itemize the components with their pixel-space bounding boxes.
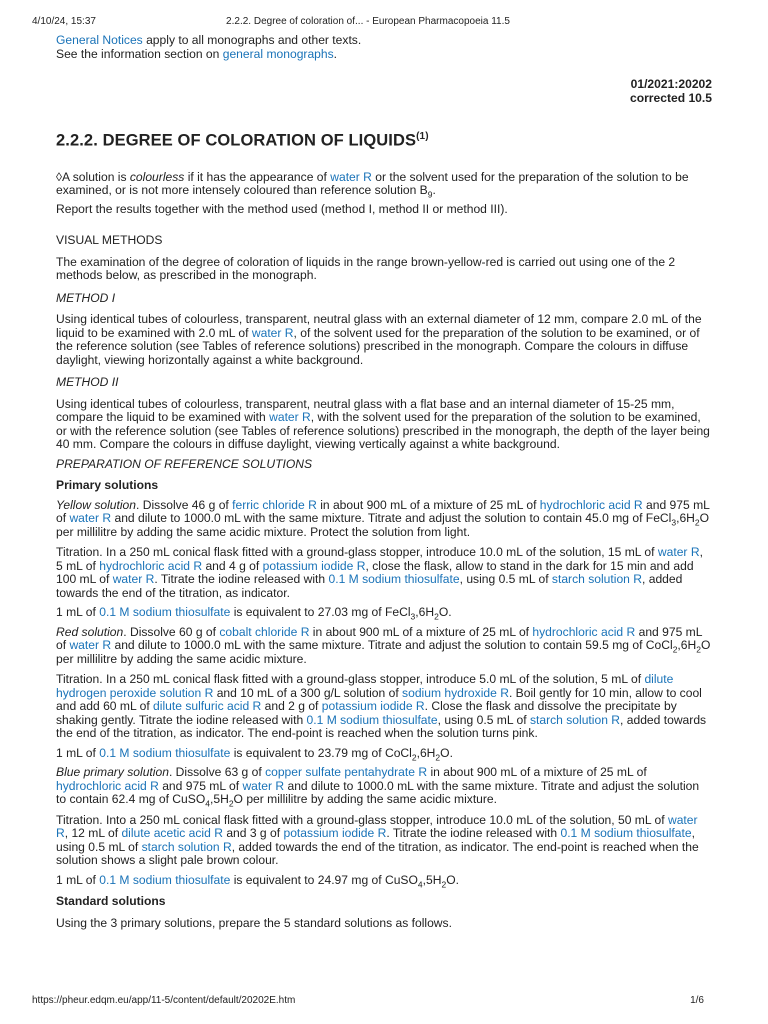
sodium-thiosulfate-link[interactable]: 0.1 M sodium thiosulfate: [328, 572, 460, 586]
method-2-paragraph: Using identical tubes of colourless, transparent, neutral glass with a flat base and an internal diameter of 15-25 mm, compare the liquid to be examined with water R, with the solvent used for the preparation of the solution to be examined, or with the reference solution (see Tables of reference solutions) prescribed in the monograph, the depth of the layer being 40 mm. Compare the colours in diffuse daylight, viewing vertically against a white background.: [56, 396, 710, 451]
yellow-solution-paragraph: Yellow solution. Dissolve 46 g of ferric chloride R in about 900 mL of a mixture of 25 mL of hydrochloric acid R and 975 mL of water R and dilute to 1000.0 mL with the same mixture. Titrate and adjust the solution to contain 45.0 mg of $FeCl_3,6H_2O$ per millilitre by adding the same acidic mixture. Protect the solution from light.: [56, 497, 710, 539]
intro-paragraph: ◊A solution is colourless if it has the appearance of water R or the solvent used for the preparation of the solution to be examined, or is not more intensely coloured than reference solution $B_9$.: [56, 169, 689, 200]
print-page-title: 2.2.2. Degree of coloration of... - European Pharmacopoeia 11.5: [226, 16, 510, 27]
version-correction: corrected 10.5: [629, 90, 712, 105]
sodium-thiosulfate-link[interactable]: 0.1 M sodium thiosulfate: [560, 826, 692, 840]
water-r-link[interactable]: water R: [69, 511, 112, 525]
report-paragraph: Report the results together with the method used (method I, method II or method III).: [56, 201, 508, 216]
sodium-thiosulfate-link[interactable]: 0.1 M sodium thiosulfate: [306, 712, 438, 727]
water-r-link[interactable]: water R: [330, 169, 372, 184]
water-r-link[interactable]: water R: [112, 572, 155, 586]
print-page-number: 1/6: [690, 995, 704, 1006]
method-2-heading: METHOD II: [56, 375, 119, 389]
sodium-thiosulfate-link[interactable]: 0.1 M sodium thiosulfate: [99, 872, 231, 887]
red-equivalence-paragraph: 1 mL of 0.1 M sodium thiosulfate is equivalent to 23.79 mg of $CoCl_2,6H_2O$.: [56, 745, 453, 762]
water-r-link[interactable]: water R: [56, 812, 698, 840]
water-r-link[interactable]: water R: [251, 325, 294, 340]
general-monographs-link[interactable]: general monographs: [222, 46, 334, 61]
footnote-ref[interactable]: (1): [416, 131, 429, 142]
sodium-thiosulfate-link[interactable]: 0.1 M sodium thiosulfate: [99, 605, 231, 619]
copper-sulfate-link[interactable]: copper sulfate pentahydrate R: [265, 765, 428, 779]
ferric-chloride-link[interactable]: ferric chloride R: [232, 497, 317, 512]
standard-solutions-heading: Standard solutions: [56, 894, 166, 908]
preparation-heading: PREPARATION OF REFERENCE SOLUTIONS: [56, 456, 313, 471]
water-r-link[interactable]: water R: [242, 778, 285, 793]
hydrochloric-acid-link[interactable]: hydrochloric acid R: [56, 778, 159, 793]
notice-line-2: See the information section on general monographs.: [56, 46, 338, 61]
hydrochloric-acid-link[interactable]: hydrochloric acid R: [99, 558, 203, 573]
print-header: [32, 16, 704, 27]
potassium-iodide-link[interactable]: potassium iodide R: [321, 699, 425, 713]
page-title: 2.2.2. DEGREE OF COLORATION OF LIQUIDS$^{(1)}$: [56, 131, 429, 150]
version-number: 01/2021:20202: [630, 77, 712, 91]
red-titration-paragraph: Titration. In a 250 mL conical flask fitted with a ground-glass stopper, introduce 5.0 mL of the solution, 5 mL of dilute hydrogen peroxide solution R and 10 mL of a 300 g/L solution of sodium hydroxide R. Boil gently for 10 min, allow to cool and add 60 mL of dilute sulfuric acid R and 2 g of potassium iodide R. Close the flask and dissolve the precipitate by shaking gently. Titrate the iodine released with 0.1 M sodium thiosulfate, using 0.5 mL of starch solution R, added towards the end of the titration, as indicator. The end-point is reached when the solution turns pink.: [56, 672, 707, 740]
potassium-iodide-link[interactable]: potassium iodide R: [262, 558, 366, 573]
print-datetime: 4/10/24, 15:37: [32, 16, 96, 27]
starch-solution-link[interactable]: starch solution R: [529, 712, 621, 727]
starch-solution-link[interactable]: starch solution R: [551, 572, 642, 586]
monograph-content: [56, 34, 712, 930]
water-r-link[interactable]: water R: [657, 545, 700, 559]
primary-solutions-heading: Primary solutions: [56, 478, 159, 492]
sodium-thiosulfate-link[interactable]: 0.1 M sodium thiosulfate: [99, 745, 231, 760]
standard-solutions-paragraph: Using the 3 primary solutions, prepare the 5 standard solutions as follows.: [56, 915, 452, 930]
hydrochloric-acid-link[interactable]: hydrochloric acid R: [532, 624, 636, 639]
visual-methods-heading: VISUAL METHODS: [56, 233, 163, 247]
hydrogen-peroxide-link[interactable]: dilute hydrogen peroxide solution R: [56, 672, 674, 700]
print-footer: [32, 995, 736, 1006]
dilute-sulfuric-acid-link[interactable]: dilute sulfuric acid R: [153, 699, 262, 713]
dilute-acetic-acid-link[interactable]: dilute acetic acid R: [121, 826, 223, 840]
water-r-link[interactable]: water R: [269, 410, 311, 424]
red-solution-paragraph: Red solution. Dissolve 60 g of cobalt chloride R in about 900 mL of a mixture of 25 mL of hydrochloric acid R and 975 mL of water R and dilute to 1000.0 mL with the same mixture. Titrate and adjust the solution to contain 59.5 mg of $CoCl_2,6H_2O$ per millilitre by adding the same acidic mixture.: [56, 624, 711, 666]
visual-methods-paragraph: The examination of the degree of coloration of liquids in the range brown-yellow-red is carried out using one of the 2 methods below, as prescribed in the monograph.: [56, 254, 676, 282]
general-notices-link[interactable]: General Notices: [56, 33, 143, 47]
potassium-iodide-link[interactable]: potassium iodide R: [283, 826, 387, 840]
notice-line-1: General Notices apply to all monographs and other texts.: [56, 33, 362, 47]
sodium-hydroxide-link[interactable]: sodium hydroxide R: [402, 685, 509, 700]
yellow-equivalence-paragraph: 1 mL of 0.1 M sodium thiosulfate is equivalent to 27.03 mg of $FeCl_3,6H_2O$.: [56, 605, 452, 622]
cobalt-chloride-link[interactable]: cobalt chloride R: [219, 624, 310, 639]
print-url: https://pheur.edqm.eu/app/11-5/content/default/20202E.htm: [32, 995, 296, 1006]
method-1-paragraph: Using identical tubes of colourless, transparent, neutral glass with an external diameter of 12 mm, compare 2.0 mL of the liquid to be examined with 2.0 mL of water R, of the solvent used for the preparation of the solution to be examined, or of the reference solution (see Tables of reference solutions) prescribed in the monograph. Compare the colours in diffuse daylight, viewing horizontally against a white background.: [56, 312, 702, 367]
hydrochloric-acid-link[interactable]: hydrochloric acid R: [539, 497, 643, 512]
version-block: [56, 78, 712, 105]
blue-equivalence-paragraph: 1 mL of 0.1 M sodium thiosulfate is equivalent to 24.97 mg of $CuSO_4,5H_2O$.: [56, 872, 459, 889]
starch-solution-link[interactable]: starch solution R: [141, 839, 232, 854]
yellow-titration-paragraph: Titration. In a 250 mL conical flask fitted with a ground-glass stopper, introduce 10.0 mL of the solution, 15 mL of water R, 5 mL of hydrochloric acid R and 4 g of potassium iodide R, close the flask, allow to stand in the dark for 15 min and add 100 mL of water R. Titrate the iodine released with 0.1 M sodium thiosulfate, using 0.5 mL of starch solution R, added towards the end of the titration, as indicator.: [56, 545, 703, 600]
method-1-heading: METHOD I: [56, 290, 116, 305]
water-r-link[interactable]: water R: [69, 638, 112, 652]
blue-titration-paragraph: Titration. Into a 250 mL conical flask fitted with a ground-glass stopper, introduce 10.0 mL of the solution, 50 mL of water R, 12 mL of dilute acetic acid R and 3 g of potassium iodide R. Titrate the iodine released with 0.1 M sodium thiosulfate, using 0.5 mL of starch solution R, added towards the end of the titration, as indicator. The end-point is reached when the solution shows a slight pale brown colour.: [56, 812, 699, 867]
blue-solution-paragraph: Blue primary solution. Dissolve 63 g of copper sulfate pentahydrate R in about 900 mL of a mixture of 25 mL of hydrochloric acid R and 975 mL of water R and dilute to 1000.0 mL with the same mixture. Titrate and adjust the solution to contain 62.4 mg of $CuSO_4,5H_2O$ per millilitre by adding the same acidic mixture.: [56, 765, 700, 809]
